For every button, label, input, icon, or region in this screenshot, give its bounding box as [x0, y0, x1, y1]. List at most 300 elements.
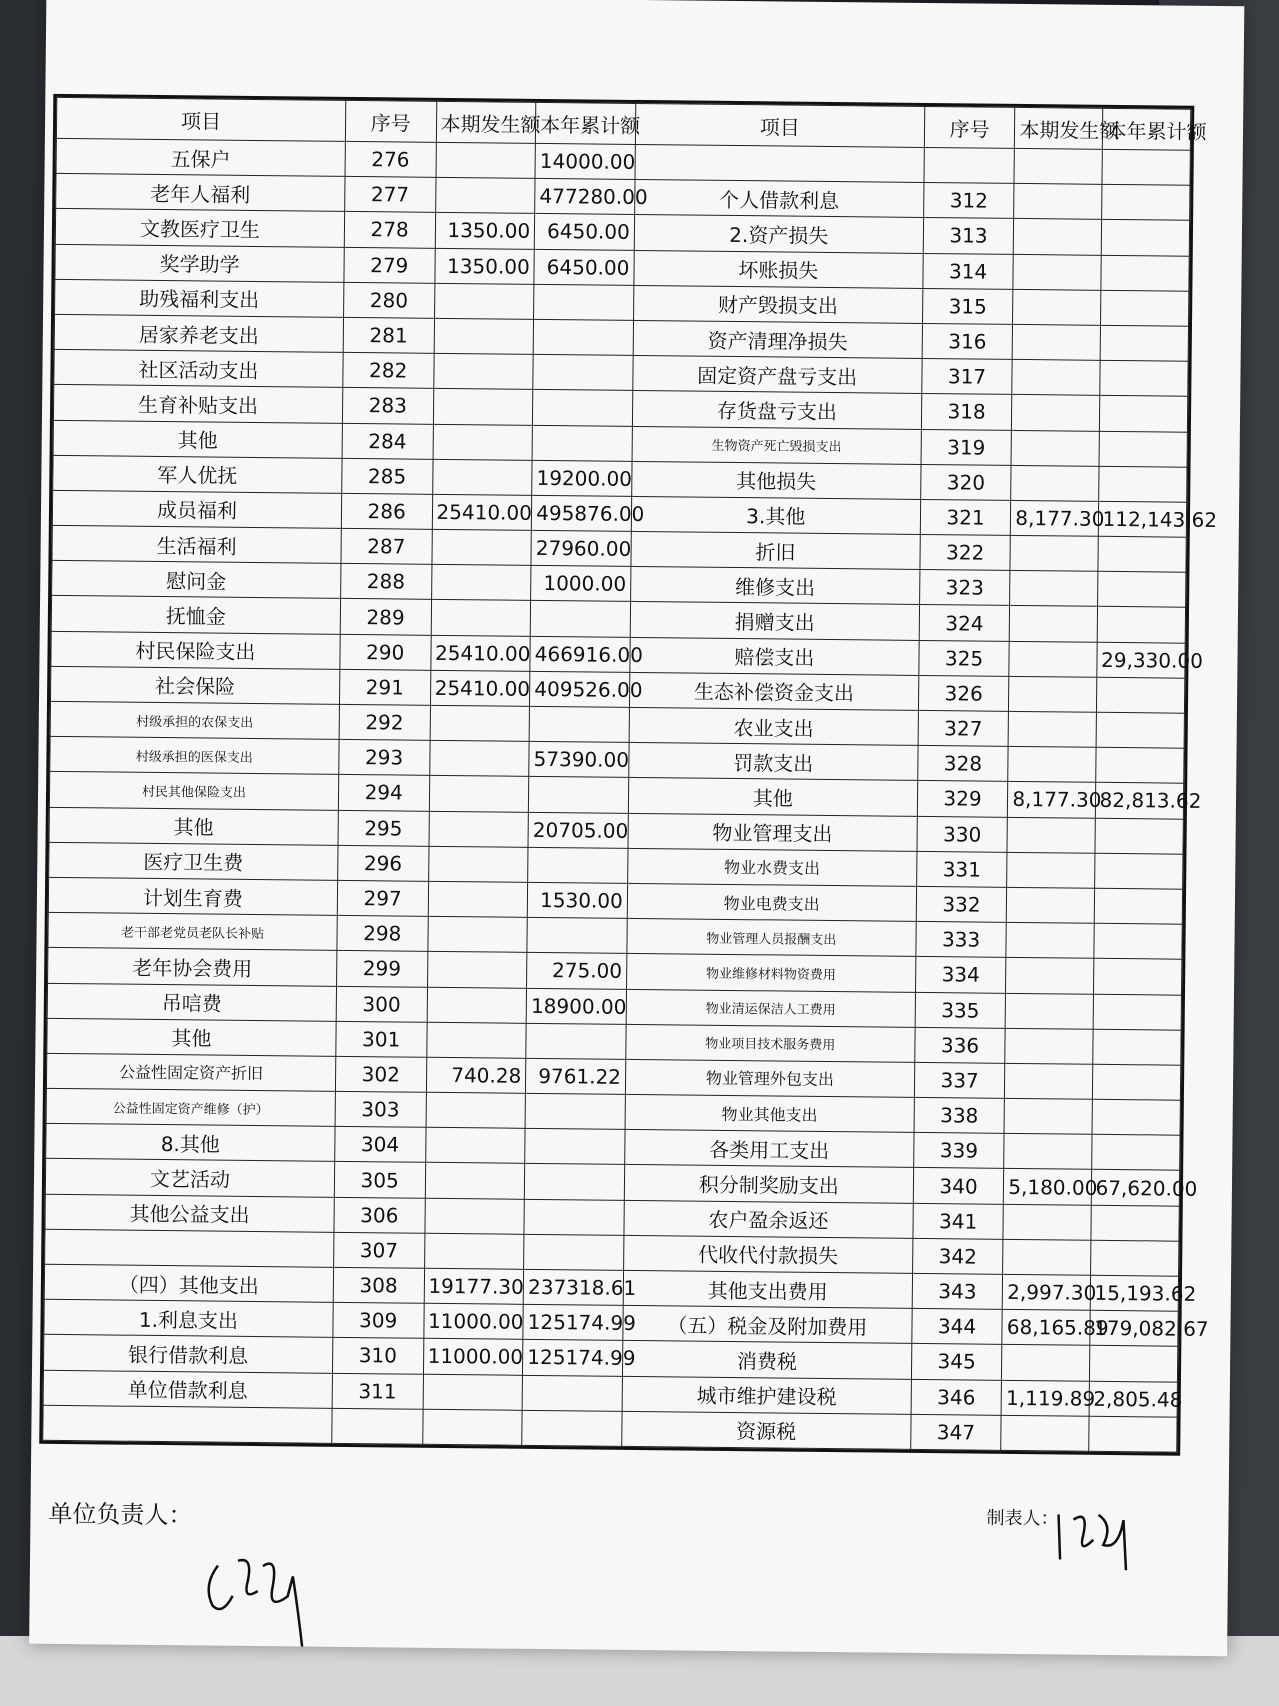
right-period-cell: [1014, 148, 1102, 184]
right-period-cell: [1006, 922, 1094, 958]
right-period-cell: [1009, 676, 1097, 712]
right-ytd-cell: [1093, 959, 1182, 995]
left-period-cell: [425, 1128, 525, 1164]
right-period-cell: 1,119.89: [1001, 1380, 1089, 1416]
left-item-cell: 老干部老党员老队长补贴: [48, 912, 337, 950]
right-period-cell: [1007, 887, 1095, 923]
left-item-cell: 社会保险: [51, 666, 340, 704]
left-item-cell: 居家养老支出: [54, 314, 343, 352]
right-seq-cell: 318: [921, 394, 1012, 430]
right-seq-cell: 313: [923, 218, 1014, 254]
right-period-cell: 5,180.00: [1004, 1169, 1092, 1205]
right-seq-cell: 343: [912, 1273, 1003, 1309]
left-item-cell: 社区活动支出: [54, 349, 343, 387]
left-period-cell: [428, 846, 528, 882]
right-ytd-cell: [1093, 994, 1182, 1030]
left-seq-cell: 308: [333, 1267, 424, 1303]
right-ytd-cell: [1101, 185, 1190, 221]
left-ytd-cell: 477280.00: [535, 179, 635, 215]
right-item-cell: 2.资产损失: [634, 215, 923, 253]
ledger-table: [42, 97, 1218, 1453]
left-seq-cell: 286: [341, 493, 432, 529]
left-ytd-cell: 409526.00: [530, 671, 630, 707]
left-period-cell: [433, 424, 533, 460]
left-period-cell: [427, 952, 527, 988]
right-seq-cell: 327: [918, 710, 1009, 746]
left-seq-cell: 285: [342, 458, 433, 494]
left-seq-cell: 306: [334, 1197, 425, 1233]
right-ytd-cell: [1094, 888, 1183, 924]
left-ytd-cell: [533, 319, 633, 355]
left-ytd-cell: 237318.61: [523, 1269, 623, 1305]
left-period-cell: 1350.00: [434, 248, 534, 284]
right-seq-cell: 322: [920, 535, 1011, 571]
left-ytd-cell: [528, 847, 628, 883]
right-ytd-cell: [1092, 1064, 1181, 1100]
right-seq-cell: [924, 147, 1015, 183]
right-item-cell: 其他损失: [632, 461, 921, 499]
left-seq-cell: 288: [340, 564, 431, 600]
right-period-cell: [1002, 1345, 1090, 1381]
left-period-cell: [424, 1198, 524, 1234]
right-seq-cell: 328: [917, 746, 1008, 782]
right-item-cell: （五）税金及附加费用: [623, 1306, 912, 1344]
right-period-cell: [1004, 1134, 1092, 1170]
left-seq-cell: 297: [337, 880, 428, 916]
right-period-cell: [1014, 219, 1102, 255]
right-item-cell: 消费税: [622, 1341, 911, 1379]
right-item-cell: 物业其他支出: [625, 1094, 914, 1132]
left-ytd-cell: 125174.99: [523, 1340, 623, 1376]
paper-sheet: [29, 0, 1244, 1656]
right-ytd-cell: [1098, 466, 1187, 502]
right-period-cell: [1001, 1415, 1089, 1451]
header-period-left: 本期发生额: [436, 101, 536, 143]
right-item-cell: 农业支出: [629, 707, 918, 745]
left-item-cell: 其他: [49, 807, 338, 845]
right-ytd-cell: [1099, 396, 1188, 432]
ledger-sheet: [39, 94, 1218, 1456]
right-period-cell: [1006, 993, 1094, 1029]
left-item-cell: 文艺活动: [45, 1159, 334, 1197]
left-item-cell: 慰问金: [52, 561, 341, 599]
left-seq-cell: 304: [335, 1127, 426, 1163]
left-ytd-cell: 495876.00: [532, 495, 632, 531]
left-period-cell: [434, 283, 534, 319]
left-seq-cell: 305: [334, 1162, 425, 1198]
left-period-cell: [426, 1022, 526, 1058]
right-period-cell: [1013, 324, 1101, 360]
right-item-cell: [635, 144, 924, 182]
left-seq-cell: 309: [333, 1303, 424, 1339]
left-seq-cell: 300: [336, 986, 427, 1022]
right-seq-cell: 347: [910, 1414, 1001, 1450]
right-seq-cell: 337: [914, 1062, 1005, 1098]
right-period-cell: [1004, 1098, 1092, 1134]
left-item-cell: 单位借款利息: [43, 1370, 332, 1408]
right-seq-cell: 316: [922, 323, 1013, 359]
left-period-cell: [429, 776, 529, 812]
left-seq-cell: 281: [343, 317, 434, 353]
right-ytd-cell: [1100, 290, 1189, 326]
right-item-cell: 生态补偿资金支出: [629, 672, 918, 710]
left-seq-cell: 299: [336, 951, 427, 987]
left-item-cell: 生活福利: [52, 525, 341, 563]
left-seq-cell: 276: [345, 141, 436, 177]
right-seq-cell: 319: [921, 429, 1012, 465]
left-item-cell: 1.利息支出: [44, 1299, 333, 1337]
left-seq-cell: 289: [340, 599, 431, 635]
left-seq-cell: 283: [342, 388, 433, 424]
right-ytd-cell: [1091, 1205, 1180, 1241]
left-seq-cell: 301: [336, 1021, 427, 1057]
left-ytd-cell: 57390.00: [529, 742, 629, 778]
right-item-cell: 物业管理外包支出: [625, 1059, 914, 1097]
left-item-cell: 奖学助学: [55, 244, 344, 282]
right-item-cell: 资产清理净损失: [633, 320, 922, 358]
right-seq-cell: 312: [923, 183, 1014, 219]
left-seq-cell: 302: [335, 1056, 426, 1092]
right-item-cell: 各类用工支出: [625, 1130, 914, 1168]
left-item-cell: 村民其他保险支出: [49, 772, 338, 810]
right-seq-cell: 332: [916, 886, 1007, 922]
right-seq-cell: 333: [916, 922, 1007, 958]
left-ytd-cell: 466916.00: [530, 636, 630, 672]
left-ytd-cell: [524, 1234, 624, 1270]
left-item-cell: 公益性固定资产维修（护）: [46, 1088, 335, 1126]
right-seq-cell: 324: [919, 605, 1010, 641]
left-seq-cell: 284: [342, 423, 433, 459]
right-period-cell: 8,177.30: [1011, 500, 1099, 536]
left-item-cell: 成员福利: [52, 490, 341, 528]
header-seq-right: 序号: [924, 106, 1015, 148]
right-seq-cell: 320: [920, 464, 1011, 500]
right-item-cell: 财产毁损支出: [633, 285, 922, 323]
left-seq-cell: 291: [339, 669, 430, 705]
right-seq-cell: 314: [923, 253, 1014, 289]
right-item-cell: 生物资产死亡毁损支出: [632, 426, 921, 464]
right-ytd-cell: [1094, 853, 1183, 889]
header-ytd-left: 本年累计额: [536, 102, 636, 144]
right-period-cell: [1006, 958, 1094, 994]
left-ytd-cell: 9761.22: [526, 1058, 626, 1094]
left-period-cell: 740.28: [426, 1057, 526, 1093]
right-seq-cell: 334: [915, 957, 1006, 993]
left-ytd-cell: [534, 284, 634, 320]
header-seq-left: 序号: [345, 100, 436, 142]
left-item-cell: 其他: [47, 1018, 336, 1056]
left-ytd-cell: [532, 425, 632, 461]
right-item-cell: 赔偿支出: [630, 637, 919, 675]
right-ytd-cell: 29,330.00: [1096, 642, 1185, 678]
right-item-cell: 存货盘亏支出: [632, 391, 921, 429]
left-item-cell: 8.其他: [46, 1124, 335, 1162]
left-seq-cell: 277: [345, 177, 436, 213]
right-ytd-cell: [1101, 220, 1190, 256]
right-item-cell: 城市维护建设税: [622, 1376, 911, 1414]
left-ytd-cell: 125174.99: [523, 1305, 623, 1341]
right-ytd-cell: [1095, 818, 1184, 854]
right-seq-cell: 323: [919, 570, 1010, 606]
right-item-cell: 折旧: [631, 531, 920, 569]
right-period-cell: [1012, 360, 1100, 396]
right-item-cell: 物业项目技术服务费用: [626, 1024, 915, 1062]
left-period-cell: [422, 1409, 522, 1445]
left-seq-cell: 282: [343, 353, 434, 389]
right-ytd-cell: 82,813.62: [1095, 783, 1184, 819]
left-ytd-cell: 6450.00: [534, 249, 634, 285]
left-ytd-cell: [525, 1093, 625, 1129]
left-seq-cell: 303: [335, 1091, 426, 1127]
right-item-cell: 捐赠支出: [630, 602, 919, 640]
left-ytd-cell: 1530.00: [527, 882, 627, 918]
right-period-cell: [1013, 254, 1101, 290]
right-ytd-cell: [1097, 607, 1186, 643]
right-item-cell: 坏账损失: [634, 250, 923, 288]
left-item-cell: 抚恤金: [51, 596, 340, 634]
left-ytd-cell: 1000.00: [531, 566, 631, 602]
left-seq-cell: [332, 1408, 423, 1444]
left-item-cell: 计划生育费: [48, 877, 337, 915]
left-ytd-cell: 275.00: [527, 953, 627, 989]
left-period-cell: [435, 178, 535, 214]
right-ytd-cell: 112,143.62: [1098, 501, 1187, 537]
left-item-cell: 银行借款利息: [43, 1335, 332, 1373]
left-ytd-cell: 20705.00: [528, 812, 628, 848]
left-period-cell: [425, 1163, 525, 1199]
left-seq-cell: 280: [343, 282, 434, 318]
left-period-cell: [430, 705, 530, 741]
left-period-cell: 11000.00: [423, 1339, 523, 1375]
left-period-cell: 19177.30: [424, 1268, 524, 1304]
left-period-cell: [429, 741, 529, 777]
right-item-cell: 积分制奖励支出: [624, 1165, 913, 1203]
left-period-cell: [433, 389, 533, 425]
left-ytd-cell: [527, 917, 627, 953]
right-item-cell: 维修支出: [630, 567, 919, 605]
left-period-cell: 11000.00: [423, 1303, 523, 1339]
right-period-cell: [1011, 465, 1099, 501]
right-period-cell: 8,177.30: [1008, 782, 1096, 818]
right-period-cell: 68,165.89: [1002, 1310, 1090, 1346]
right-period-cell: [1008, 747, 1096, 783]
right-ytd-cell: [1102, 149, 1191, 185]
left-item-cell: （四）其他支出: [44, 1264, 333, 1302]
left-ytd-cell: [522, 1410, 622, 1446]
signature-footer: [47, 1494, 1168, 1636]
left-item-cell: 生育补贴支出: [53, 385, 342, 423]
right-period-cell: [1011, 430, 1099, 466]
left-item-cell: 村级承担的医保支出: [50, 737, 339, 775]
right-ytd-cell: [1099, 360, 1188, 396]
left-seq-cell: 307: [333, 1232, 424, 1268]
left-period-cell: [431, 565, 531, 601]
right-item-cell: 资源税: [622, 1411, 911, 1449]
left-ytd-cell: 19200.00: [532, 460, 632, 496]
header-item-right: 项目: [635, 103, 924, 147]
left-ytd-cell: [525, 1129, 625, 1165]
right-item-cell: 物业清运保洁人工费用: [626, 989, 915, 1027]
right-period-cell: [1003, 1204, 1091, 1240]
right-period-cell: [1012, 395, 1100, 431]
right-item-cell: 物业电费支出: [627, 883, 916, 921]
left-seq-cell: 292: [339, 704, 430, 740]
right-period-cell: [1005, 1028, 1093, 1064]
right-seq-cell: 341: [913, 1203, 1004, 1239]
left-period-cell: [431, 600, 531, 636]
right-ytd-cell: 67,620.00: [1091, 1170, 1180, 1206]
right-ytd-cell: [1099, 431, 1188, 467]
left-period-cell: [424, 1233, 524, 1269]
header-item-left: 项目: [56, 97, 345, 141]
preparer-label: 制表人：: [986, 1507, 1059, 1530]
preparer-signature: [1048, 1499, 1149, 1580]
left-ytd-cell: [524, 1199, 624, 1235]
right-period-cell: [1014, 184, 1102, 220]
right-period-cell: [1009, 641, 1097, 677]
right-ytd-cell: [1100, 255, 1189, 291]
right-seq-cell: 317: [922, 359, 1013, 395]
left-item-cell: 公益性固定资产折旧: [46, 1053, 335, 1091]
header-ytd-right: 本年累计额: [1102, 108, 1191, 150]
left-period-cell: [429, 811, 529, 847]
left-ytd-cell: [522, 1375, 622, 1411]
right-seq-cell: 336: [915, 1027, 1006, 1063]
left-ytd-cell: [529, 777, 629, 813]
right-ytd-cell: [1100, 325, 1189, 361]
right-seq-cell: 342: [912, 1238, 1003, 1274]
right-period-cell: [1007, 817, 1095, 853]
left-period-cell: [436, 142, 536, 178]
right-seq-cell: 326: [918, 675, 1009, 711]
right-seq-cell: 321: [920, 499, 1011, 535]
left-seq-cell: 287: [341, 528, 432, 564]
left-seq-cell: 279: [344, 247, 435, 283]
right-ytd-cell: [1098, 536, 1187, 572]
left-period-cell: 25410.00: [432, 494, 532, 530]
right-ytd-cell: [1091, 1135, 1180, 1171]
left-seq-cell: 293: [339, 740, 430, 776]
left-period-cell: [433, 353, 533, 389]
right-ytd-cell: [1090, 1240, 1179, 1276]
right-item-cell: 农户盈余返还: [624, 1200, 913, 1238]
right-seq-cell: 335: [915, 992, 1006, 1028]
left-ytd-cell: 27960.00: [531, 530, 631, 566]
right-period-cell: [1013, 289, 1101, 325]
left-item-cell: 军人优抚: [53, 455, 342, 493]
left-ytd-cell: 14000.00: [535, 143, 635, 179]
left-item-cell: 吊唁费: [47, 983, 336, 1021]
left-period-cell: [432, 459, 532, 495]
right-ytd-cell: 2,805.48: [1089, 1381, 1178, 1417]
left-item-cell: [43, 1405, 332, 1443]
right-period-cell: [1007, 852, 1095, 888]
right-ytd-cell: 179,082.67: [1089, 1310, 1178, 1346]
left-seq-cell: 296: [338, 845, 429, 881]
left-item-cell: 医疗卫生费: [49, 842, 338, 880]
left-period-cell: [423, 1374, 523, 1410]
left-ytd-cell: [533, 355, 633, 391]
left-period-cell: [427, 916, 527, 952]
right-seq-cell: 339: [913, 1133, 1004, 1169]
left-period-cell: [434, 318, 534, 354]
left-seq-cell: 290: [340, 634, 431, 670]
right-ytd-cell: [1093, 923, 1182, 959]
header-period-right: 本期发生额: [1015, 107, 1103, 149]
left-ytd-cell: 18900.00: [526, 988, 626, 1024]
left-seq-cell: 294: [338, 775, 429, 811]
right-ytd-cell: [1089, 1346, 1178, 1382]
left-seq-cell: 278: [344, 212, 435, 248]
left-item-cell: 文教医疗卫生: [55, 209, 344, 247]
right-period-cell: [1005, 1063, 1093, 1099]
left-item-cell: 其他公益支出: [45, 1194, 334, 1232]
left-item-cell: 老年协会费用: [48, 948, 337, 986]
right-seq-cell: 329: [917, 781, 1008, 817]
right-ytd-cell: [1097, 572, 1186, 608]
left-item-cell: 助残福利支出: [55, 279, 344, 317]
right-seq-cell: 330: [917, 816, 1008, 852]
left-period-cell: 25410.00: [430, 670, 530, 706]
left-seq-cell: 310: [332, 1338, 423, 1374]
right-period-cell: [1010, 606, 1098, 642]
left-seq-cell: 295: [338, 810, 429, 846]
right-item-cell: 代收代付款损失: [623, 1235, 912, 1273]
left-seq-cell: 298: [337, 915, 428, 951]
right-ytd-cell: [1092, 1099, 1181, 1135]
right-item-cell: 固定资产盘亏支出: [633, 356, 922, 394]
right-seq-cell: 345: [911, 1344, 1002, 1380]
left-ytd-cell: [530, 601, 630, 637]
left-item-cell: 老年人福利: [56, 174, 345, 212]
left-item-cell: 村民保险支出: [51, 631, 340, 669]
left-item-cell: [45, 1229, 334, 1267]
right-seq-cell: 331: [916, 851, 1007, 887]
right-item-cell: 罚款支出: [629, 743, 918, 781]
right-seq-cell: 315: [922, 288, 1013, 324]
left-period-cell: 1350.00: [435, 213, 535, 249]
right-ytd-cell: 15,193.62: [1090, 1275, 1179, 1311]
left-ytd-cell: 6450.00: [534, 214, 634, 250]
right-ytd-cell: [1095, 747, 1184, 783]
right-period-cell: [1010, 571, 1098, 607]
right-seq-cell: 325: [919, 640, 1010, 676]
left-ytd-cell: [529, 706, 629, 742]
left-item-cell: 其他: [53, 420, 342, 458]
right-item-cell: 物业管理支出: [628, 813, 917, 851]
right-ytd-cell: [1088, 1416, 1177, 1452]
right-period-cell: [1008, 711, 1096, 747]
left-ytd-cell: [525, 1164, 625, 1200]
right-seq-cell: 344: [912, 1309, 1003, 1345]
left-ytd-cell: [533, 390, 633, 426]
left-period-cell: [427, 987, 527, 1023]
right-item-cell: 个人借款利息: [635, 180, 924, 218]
right-seq-cell: 340: [913, 1168, 1004, 1204]
right-period-cell: [1003, 1239, 1091, 1275]
right-seq-cell: 338: [914, 1097, 1005, 1133]
right-ytd-cell: [1096, 677, 1185, 713]
responsible-label: 单位负责人：: [48, 1499, 193, 1530]
right-item-cell: 物业管理人员报酬支出: [627, 919, 916, 957]
left-item-cell: 村级承担的农保支出: [50, 701, 339, 739]
right-item-cell: 物业水费支出: [628, 848, 917, 886]
left-period-cell: [426, 1092, 526, 1128]
left-period-cell: 25410.00: [430, 635, 530, 671]
right-seq-cell: 346: [911, 1379, 1002, 1415]
left-period-cell: [431, 529, 531, 565]
right-item-cell: 物业维修材料物资费用: [626, 954, 915, 992]
